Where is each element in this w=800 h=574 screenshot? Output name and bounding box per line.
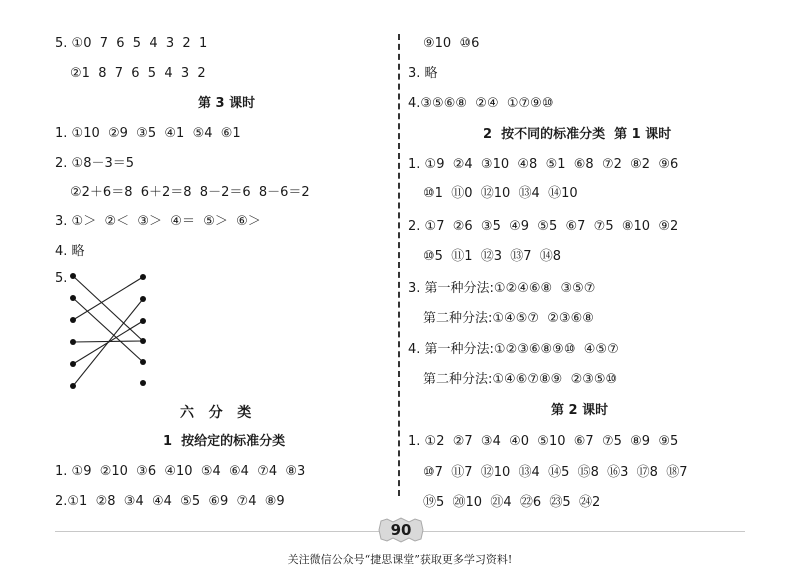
lesson2-title: 第 2 课时 xyxy=(551,403,609,418)
match-left-dot xyxy=(70,361,76,367)
match-right-dot xyxy=(140,296,146,302)
match-right-dot xyxy=(140,359,146,365)
lesson3-title: 第 3 课时 xyxy=(198,96,256,111)
page-number: 90 xyxy=(390,521,412,539)
section2-line6: 第二种分法:①④⑤⑦ ②③⑥⑧ xyxy=(423,311,594,326)
unit6-subtitle: 1 按给定的标准分类 xyxy=(163,434,286,449)
section2-line4: ⑩5 ⑪1 ⑫3 ⑬7 ⑭8 xyxy=(423,249,562,264)
lesson2-line3: ⑲5 ⑳10 ㉑4 ㉒6 ㉓5 ㉔2 xyxy=(423,495,601,510)
footer-note: 关注微信公众号“捷思课堂”获取更多学习资料! xyxy=(287,553,513,566)
section2-line2: ⑩1 ⑪0 ⑫10 ⑬4 ⑭10 xyxy=(423,186,578,201)
match-left-dot xyxy=(70,317,76,323)
unit6-line2: 2.①1 ②8 ③4 ④4 ⑤5 ⑥9 ⑦4 ⑧9 xyxy=(55,494,285,509)
section2-line8: 第二种分法:①④⑥⑦⑧⑨ ②③⑤⑩ xyxy=(423,372,618,387)
match-right-dot xyxy=(140,338,146,344)
lesson2-line2: ⑩7 ⑪7 ⑫10 ⑬4 ⑭5 ⑮8 ⑯3 ⑰8 ⑱7 xyxy=(423,465,688,480)
right-top-line1: ⑨10 ⑩6 xyxy=(423,36,480,51)
match-right-dot xyxy=(140,274,146,280)
lesson2-line1: 1. ①2 ②7 ③4 ④0 ⑤10 ⑥7 ⑦5 ⑧9 ⑨5 xyxy=(408,434,679,449)
lesson3-line2: 2. ①8－3＝5 xyxy=(55,156,135,171)
unit6-line1: 1. ①9 ②10 ③6 ④10 ⑤4 ⑥4 ⑦4 ⑧3 xyxy=(55,464,306,479)
match-line xyxy=(73,277,143,320)
lesson3-line6: 5. xyxy=(55,271,68,286)
section2-line3: 2. ①7 ②6 ③5 ④9 ⑤5 ⑥7 ⑦5 ⑧10 ⑨2 xyxy=(408,219,679,234)
section2-line5: 3. 第一种分法:①②④⑥⑧ ③⑤⑦ xyxy=(408,281,596,296)
match-line xyxy=(73,299,143,386)
section2-line7: 4. 第一种分法:①②③⑥⑧⑨⑩ ④⑤⑦ xyxy=(408,342,619,357)
left-q5-line1: 5. ①0 7 6 5 4 3 2 1 xyxy=(55,36,208,51)
match-left-dot xyxy=(70,339,76,345)
section2-title: 2 按不同的标准分类 第 1 课时 xyxy=(483,127,672,142)
left-q5-line2: ②1 8 7 6 5 4 3 2 xyxy=(70,66,206,81)
lesson3-line5: 4. 略 xyxy=(55,244,85,259)
match-left-dot xyxy=(70,383,76,389)
column-divider xyxy=(398,34,400,496)
section2-line1: 1. ①9 ②4 ③10 ④8 ⑤1 ⑥8 ⑦2 ⑧2 ⑨6 xyxy=(408,157,679,172)
match-right-dot xyxy=(140,318,146,324)
match-left-dot xyxy=(70,295,76,301)
unit6-title: 六 分 类 xyxy=(180,405,252,421)
right-top-line3: 4.③⑤⑥⑧ ②④ ①⑦⑨⑩ xyxy=(408,96,554,111)
match-left-dot xyxy=(70,273,76,279)
lesson3-line3: ②2＋6＝8 6＋2＝8 8－2＝6 8－6＝2 xyxy=(70,185,310,200)
right-top-line2: 3. 略 xyxy=(408,66,438,81)
match-line xyxy=(73,298,143,362)
match-line xyxy=(73,276,143,341)
match-right-dot xyxy=(140,380,146,386)
lesson3-line4: 3. ①＞ ②＜ ③＞ ④＝ ⑤＞ ⑥＞ xyxy=(55,214,261,229)
matching-diagram xyxy=(55,270,165,400)
lesson3-line1: 1. ①10 ②9 ③5 ④1 ⑤4 ⑥1 xyxy=(55,126,241,141)
